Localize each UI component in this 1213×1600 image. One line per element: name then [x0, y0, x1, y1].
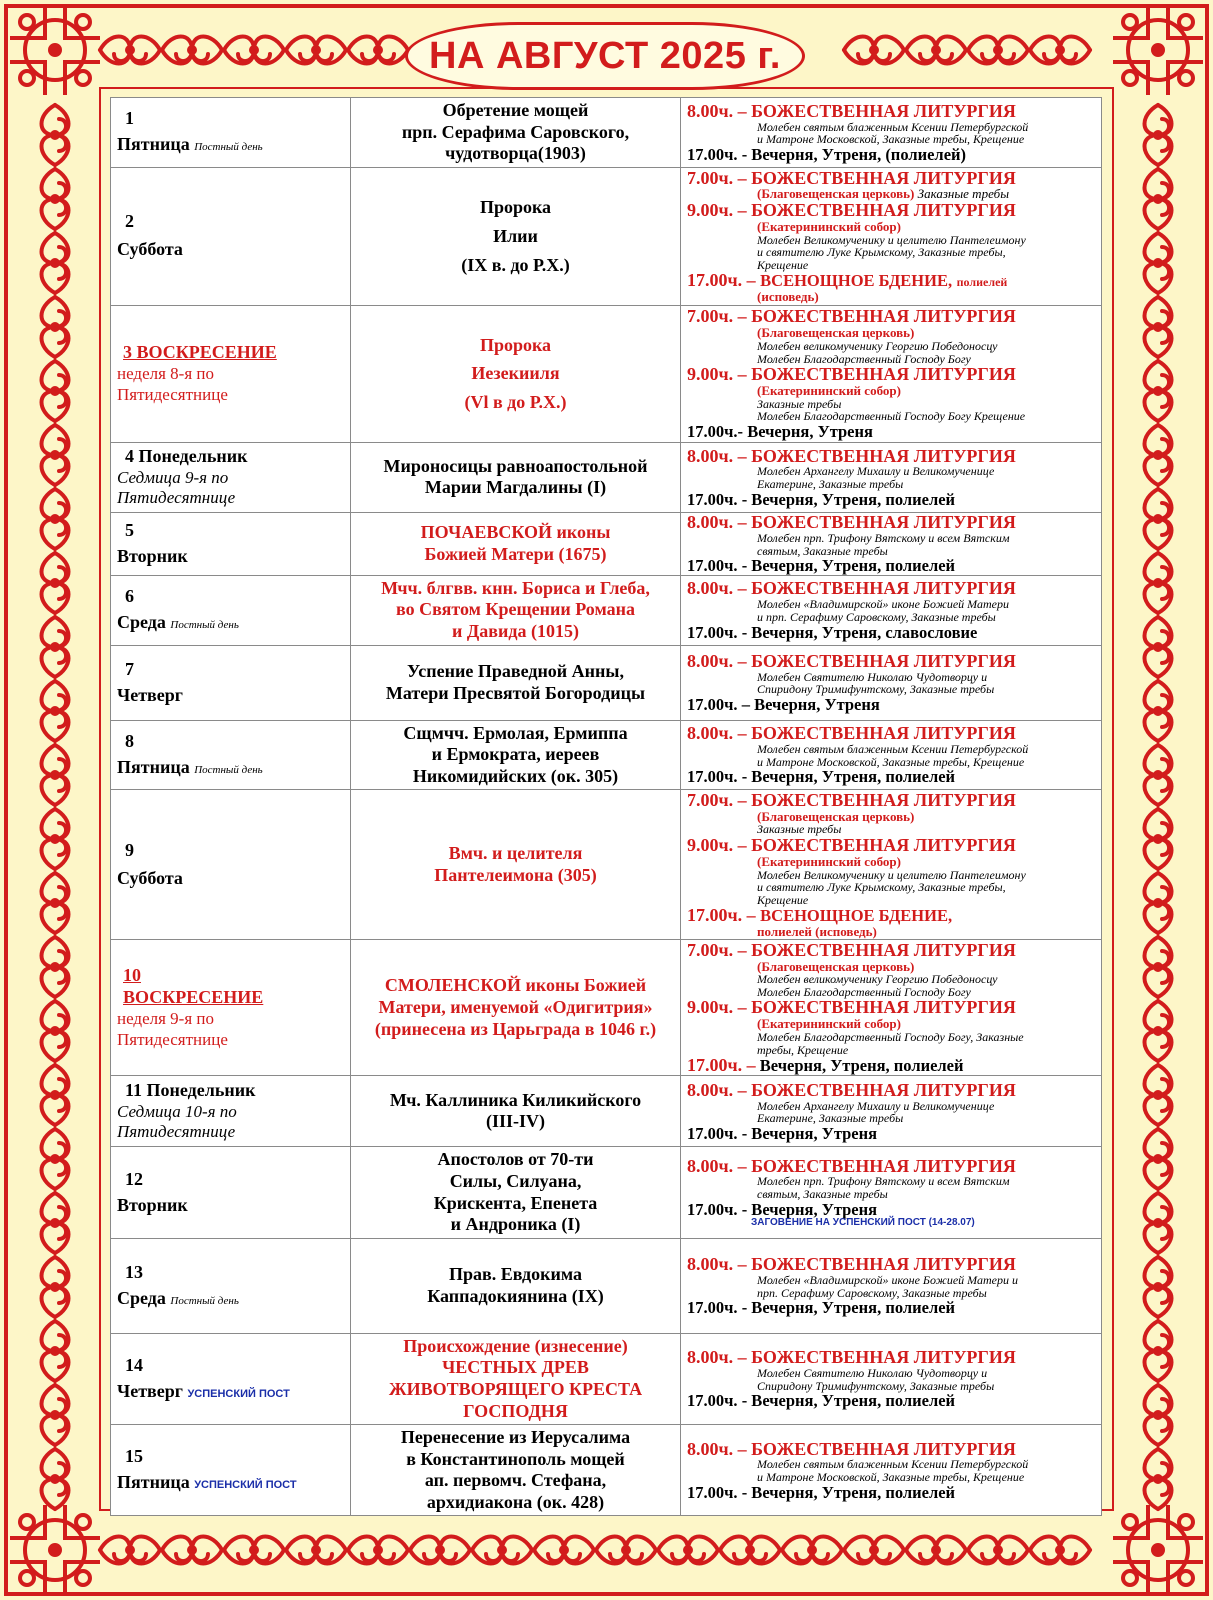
service-line [687, 906, 1097, 925]
service-line [687, 724, 1097, 743]
weekday: Вторник [117, 545, 188, 566]
feast-name: Мч. Каллиника Киликийского (III-IV) [389, 1089, 642, 1132]
moleben-text: Молебен прп. Трифону Вятскому и всем Вятским святым, Заказные требы [757, 1174, 1010, 1202]
weekday-line [117, 612, 350, 634]
day-cell [111, 575, 351, 645]
weekday-line [117, 1195, 350, 1217]
day-heading [117, 1080, 350, 1102]
service-time: 17.00ч. [687, 1391, 738, 1411]
day-cell [111, 512, 351, 575]
weekday: Четверг [117, 1380, 183, 1401]
feast-name: ПОЧАЕВСКОЙ иконы Божией Матери (1675) [420, 522, 611, 564]
table-row [111, 940, 1102, 1076]
schedule-table [110, 97, 1102, 1516]
day-number: 7 [125, 658, 134, 679]
weekday: Пятница [117, 134, 190, 155]
services-cell [681, 167, 1102, 305]
table-row [111, 1425, 1102, 1516]
feast-cell [351, 1425, 681, 1516]
feast-cell [351, 305, 681, 442]
services-cell [681, 645, 1102, 720]
feast-cell [351, 98, 681, 168]
day-number: 3 [123, 342, 132, 363]
church-extra: Заказные требы [917, 186, 1010, 202]
service-title: БОЖЕСТВЕННАЯ ЛИТУРГИЯ [751, 1347, 1016, 1368]
day-cell [111, 720, 351, 790]
weekday: Четверг [117, 684, 183, 705]
services-cell [681, 1425, 1102, 1516]
church-name: полиелей (исповедь) [757, 924, 877, 940]
service-text: Вечерня, Утреня [747, 421, 873, 441]
service-line [687, 491, 1097, 508]
fast-day-note: Постный день [170, 619, 239, 632]
weekday-line [117, 757, 350, 779]
feast-name: Происхождение (изнесение) ЧЕСТНЫХ ДРЕВ ЖИВОТВОРЯЩЕГО КРЕСТА ГОСПОДНЯ [388, 1335, 643, 1421]
service-title: ВСЕНОЩНОЕ БДЕНИЕ, [760, 271, 953, 291]
service-title: ВСЕНОЩНОЕ БДЕНИЕ, [760, 906, 953, 926]
service-text: - Вечерня, Утреня, полиелей [741, 767, 956, 787]
day-number: 10 [123, 965, 141, 986]
fast-period-label: УСПЕНСКИЙ ПОСТ [194, 1479, 297, 1492]
fast-day-note: Постный день [170, 1294, 239, 1307]
services-cell [681, 720, 1102, 790]
moleben-text: Молебен «Владимирской» иконе Божией Матери и прп. Серафиму Саровскому, Заказные требы [757, 597, 1009, 624]
service-text: - Вечерня, Утреня, славословие [741, 622, 978, 642]
service-note: полиелей [956, 275, 1008, 290]
weekday-line [117, 1381, 350, 1403]
service-line [687, 1255, 1097, 1274]
church-line [687, 220, 1097, 234]
service-time: 17.00ч. [687, 694, 738, 714]
service-text: - Вечерня, Утреня [741, 1123, 878, 1143]
weekday: Понедельник [146, 1079, 256, 1100]
weekday: Пятница [117, 1472, 190, 1493]
weekday: Вторник [117, 1194, 188, 1215]
day-cell [111, 1076, 351, 1147]
moleben-text: Молебен великомученику Георгию Победоносцу Молебен Благодарственный Господу Богу [757, 972, 998, 999]
table-row [111, 1147, 1102, 1238]
weekday-line [117, 868, 350, 890]
services-cell [681, 940, 1102, 1076]
service-time: 9.00ч. – [687, 364, 747, 385]
feast-name: Вмч. и целителя Пантелеимона (305) [434, 843, 597, 885]
service-time: 8.00ч. – [687, 512, 747, 533]
fast-eve-note: ЗАГОВЕНИЕ НА УСПЕНСКИЙ ПОСТ (14-28.07) [751, 1216, 975, 1228]
service-line [687, 836, 1097, 855]
service-line [687, 1299, 1097, 1316]
service-line [687, 1125, 1097, 1142]
church-name: (Благовещенская церковь) [757, 958, 915, 974]
service-time: 9.00ч. – [687, 834, 747, 855]
service-time: 17.00ч. [687, 1482, 738, 1502]
service-time: 8.00ч. – [687, 1347, 747, 1368]
weekday: Пятница [117, 756, 190, 777]
week-line: Седмица 10-я по [117, 1101, 237, 1121]
weekday-line [117, 1472, 350, 1494]
feast-name: Прав. Евдокима Каппадокиянина (IX) [427, 1264, 604, 1306]
day-cell [111, 305, 351, 442]
table-row [111, 1333, 1102, 1424]
page-title: НА АВГУСТ 2025 г. [429, 34, 781, 77]
weekday-line [117, 685, 350, 707]
service-line [687, 998, 1097, 1017]
service-line [687, 624, 1097, 641]
service-line [687, 1484, 1097, 1501]
feast-name: Мироносицы равноапостольной Марии Магдалины (I) [383, 455, 648, 498]
service-line [687, 791, 1097, 810]
service-time: 17.00ч. [687, 1199, 738, 1219]
day-number: 14 [125, 1354, 143, 1375]
weekday-line [117, 239, 350, 261]
service-line [687, 941, 1097, 960]
table-row [111, 790, 1102, 940]
moleben-text: Заказные требы [757, 822, 842, 837]
moleben-text: Молебен Святителю Николаю Чудотворцу и Спиридону Тримифунтскому, Заказные требы [757, 1366, 995, 1393]
service-text: - Вечерня, Утреня, полиелей [741, 1298, 956, 1318]
day-number: 13 [125, 1261, 143, 1282]
service-time: 8.00ч. – [687, 100, 747, 121]
day-number: 6 [125, 586, 134, 607]
feast-name: Пророка Илии (IX в. до Р.Х.) [461, 197, 570, 275]
service-text: - Вечерня, Утреня, полиелей [741, 556, 956, 576]
day-cell [111, 167, 351, 305]
moleben-text: Молебен великомученику Георгию Победоносцу Молебен Благодарственный Господу Богу [757, 338, 998, 366]
sunday-label: ВОСКРЕСЕНИЕ [123, 987, 264, 1008]
service-time: 7.00ч. – [687, 167, 747, 188]
sunday-label: ВОСКРЕСЕНИЕ [136, 342, 277, 363]
service-line [687, 1157, 1097, 1176]
church-line [687, 326, 1097, 340]
church-line [687, 187, 1097, 201]
services-cell [681, 512, 1102, 575]
day-number: 11 [125, 1079, 143, 1100]
table-row [111, 1238, 1102, 1333]
service-line [687, 271, 1097, 290]
day-number: 9 [125, 839, 134, 860]
services-cell [681, 1238, 1102, 1333]
feast-name: Успение Праведной Анны, Матери Пресвятой Богородицы [385, 660, 646, 703]
church-line [687, 925, 1097, 939]
feast-name: СМОЛЕНСКОЙ иконы Божией Матери, именуемой «Одигитрия» (принесена из Царьграда в 1046 г.) [374, 975, 657, 1039]
table-row [111, 442, 1102, 512]
moleben-text: Молебен «Владимирской» иконе Божией Матери и прп. Серафиму Саровскому, Заказные требы [757, 1272, 1018, 1300]
service-line [687, 423, 1097, 440]
service-time: 8.00ч. – [687, 1438, 747, 1459]
service-time: 9.00ч. – [687, 200, 747, 221]
service-line [687, 1081, 1097, 1100]
service-title: БОЖЕСТВЕННАЯ ЛИТУРГИЯ [751, 723, 1016, 744]
weekday: Понедельник [138, 445, 248, 466]
table-row [111, 305, 1102, 442]
service-time: 17.00ч. [687, 622, 738, 642]
service-text: – Вечерня, Утреня [741, 694, 880, 714]
services-cell [681, 305, 1102, 442]
church-name: (Благовещенская церковь) [757, 808, 915, 824]
moleben-text: Молебен Великомученику и целителю Пантелеимону и святителю Луке Крымскому, Заказные требы, Крещение [757, 867, 1026, 907]
day-cell [111, 1333, 351, 1424]
service-line [687, 652, 1097, 671]
service-title: БОЖЕСТВЕННАЯ ЛИТУРГИЯ [751, 1079, 1016, 1100]
day-number: 8 [125, 731, 134, 751]
service-line [687, 1440, 1097, 1459]
service-time: 8.00ч. – [687, 1079, 747, 1100]
day-cell [111, 1147, 351, 1238]
day-cell [111, 790, 351, 940]
service-line [687, 169, 1097, 188]
service-time: 17.00ч.- [687, 421, 744, 441]
weekday-line [117, 546, 350, 568]
church-name: (Благовещенская церковь) [757, 325, 915, 341]
church-line [687, 855, 1097, 869]
service-line [687, 696, 1097, 713]
service-title: БОЖЕСТВЕННАЯ ЛИТУРГИЯ [751, 939, 1016, 960]
service-line [687, 447, 1097, 466]
service-line [687, 307, 1097, 326]
day-number: 5 [125, 519, 134, 540]
moleben-text: Молебен Святителю Николаю Чудотворцу и Спиридону Тримифунтскому, Заказные требы [757, 669, 995, 697]
services-cell [681, 1333, 1102, 1424]
day-number: 1 [125, 108, 134, 129]
service-text: - Вечерня, Утреня, полиелей [741, 489, 956, 509]
feast-cell [351, 940, 681, 1076]
week-line: Пятидесятнице [117, 384, 228, 404]
weekday-line [117, 1288, 350, 1310]
service-title: БОЖЕСТВЕННАЯ ЛИТУРГИЯ [751, 200, 1016, 221]
service-line [687, 365, 1097, 384]
feast-cell [351, 442, 681, 512]
table-row [111, 575, 1102, 645]
service-time: 8.00ч. – [687, 650, 747, 671]
moleben-text: Молебен святым блаженным Ксении Петербургской и Матроне Московской, Заказные требы, Крещение [757, 1457, 1029, 1485]
service-title: БОЖЕСТВЕННАЯ ЛИТУРГИЯ [751, 512, 1016, 533]
service-line [687, 1348, 1097, 1367]
moleben-text: Молебен святым блаженным Ксении Петербургской и Матроне Московской, Заказные требы, Крещение [757, 742, 1029, 769]
service-time: 17.00ч. [687, 489, 738, 509]
service-title: БОЖЕСТВЕННАЯ ЛИТУРГИЯ [751, 167, 1016, 188]
service-line [687, 1201, 1097, 1218]
service-time: 8.00ч. – [687, 723, 747, 744]
service-time: 8.00ч. – [687, 445, 747, 466]
service-line [687, 102, 1097, 121]
church-name: (Екатерининский собор) [757, 383, 901, 399]
day-number: 15 [125, 1446, 143, 1467]
services-cell [681, 1076, 1102, 1147]
moleben-text: Молебен Благодарственный Господу Богу, Заказные требы, Крещение [757, 1029, 1024, 1057]
service-time: 17.00ч. – [687, 1055, 756, 1076]
feast-cell [351, 1238, 681, 1333]
service-time: 17.00ч. [687, 144, 738, 164]
day-heading [117, 446, 350, 468]
service-title: БОЖЕСТВЕННАЯ ЛИТУРГИЯ [751, 1438, 1016, 1459]
day-number: 2 [125, 211, 134, 232]
service-title: БОЖЕСТВЕННАЯ ЛИТУРГИЯ [751, 306, 1016, 327]
weekday: Суббота [117, 867, 183, 888]
table-row [111, 167, 1102, 305]
service-time: 7.00ч. – [687, 939, 747, 960]
service-title: БОЖЕСТВЕННАЯ ЛИТУРГИЯ [751, 834, 1016, 855]
feast-name: Мчч. блгвв. кнн. Бориса и Глеба, во Святом Крещении Романа и Давида (1015) [381, 577, 650, 641]
service-text: - Вечерня, Утреня, (полиелей) [741, 144, 967, 164]
weekday: Среда [117, 1287, 166, 1308]
services-cell [681, 790, 1102, 940]
service-line [687, 513, 1097, 532]
feast-cell [351, 1147, 681, 1238]
service-title: БОЖЕСТВЕННАЯ ЛИТУРГИЯ [751, 445, 1016, 466]
table-row [111, 98, 1102, 168]
service-time: 9.00ч. – [687, 997, 747, 1018]
sunday-heading [117, 965, 350, 1009]
church-line [687, 960, 1097, 974]
service-time: 17.00ч. – [687, 270, 756, 291]
service-line [687, 557, 1097, 574]
service-time: 8.00ч. – [687, 1254, 747, 1275]
services-cell [681, 1147, 1102, 1238]
service-time: 7.00ч. – [687, 306, 747, 327]
service-time: 7.00ч. – [687, 789, 747, 810]
service-line [687, 146, 1097, 163]
service-time: 8.00ч. – [687, 578, 747, 599]
table-row [111, 720, 1102, 790]
moleben-text: Молебен Архангелу Михаилу и Великомученице Екатерине, Заказные требы [757, 1098, 995, 1126]
feast-name: Пророка Иезекииля (Vl в до Р.Х.) [464, 334, 567, 413]
feast-cell [351, 790, 681, 940]
church-name: (Благовещенская церковь) [757, 186, 915, 202]
weekday: Среда [117, 612, 166, 633]
service-time: 17.00ч. [687, 1123, 738, 1143]
service-line [687, 201, 1097, 220]
day-cell [111, 1238, 351, 1333]
week-line: Седмица 9-я по [117, 467, 229, 487]
weekday: Суббота [117, 239, 183, 260]
service-title: БОЖЕСТВЕННАЯ ЛИТУРГИЯ [751, 578, 1016, 599]
day-number: 12 [125, 1168, 143, 1189]
service-title: БОЖЕСТВЕННАЯ ЛИТУРГИЯ [751, 650, 1016, 671]
service-line [687, 1392, 1097, 1409]
service-line [687, 1056, 1097, 1075]
moleben-text: Молебен Архангелу Михаилу и Великомученице Екатерине, Заказные требы [757, 464, 995, 492]
week-line: Пятидесятнице [117, 1029, 228, 1049]
church-name: (Екатерининский собор) [757, 1016, 901, 1032]
service-title: БОЖЕСТВЕННАЯ ЛИТУРГИЯ [751, 364, 1016, 385]
service-cont: (исповедь) [757, 289, 819, 305]
feast-cell [351, 645, 681, 720]
church-line [687, 810, 1097, 824]
church-line [687, 1017, 1097, 1031]
feast-cell [351, 575, 681, 645]
feast-cell [351, 512, 681, 575]
service-time: 17.00ч. – [687, 905, 756, 926]
fast-day-note: Постный день [194, 763, 263, 776]
day-cell [111, 1425, 351, 1516]
sunday-heading [117, 342, 350, 364]
church-name: (Екатерининский собор) [757, 219, 901, 235]
service-text: - Вечерня, Утреня, полиелей [741, 1391, 956, 1411]
feast-cell [351, 167, 681, 305]
moleben-text: Заказные требы Молебен Благодарственный Господу Богу Крещение [757, 396, 1026, 424]
church-name: (Екатерининский собор) [757, 853, 901, 869]
feast-cell [351, 1076, 681, 1147]
week-line: неделя 9-я по [117, 1009, 214, 1029]
service-time: 8.00ч. – [687, 1155, 747, 1176]
service-text: - Вечерня, Утреня, полиелей [741, 1482, 956, 1502]
feast-cell [351, 720, 681, 790]
service-text: Вечерня, Утреня, полиелей [759, 1056, 964, 1076]
moleben-text: Молебен Великомученику и целителю Пантелеимону и святителю Луке Крымскому, Заказные требы, Крещение [757, 232, 1026, 272]
service-time: 17.00ч. [687, 1298, 738, 1318]
moleben-text: Молебен прп. Трифону Вятскому и всем Вятским святым, Заказные требы [757, 530, 1010, 558]
day-cell [111, 442, 351, 512]
table-row [111, 1076, 1102, 1147]
service-title: БОЖЕСТВЕННАЯ ЛИТУРГИЯ [751, 100, 1016, 121]
service-title: БОЖЕСТВЕННАЯ ЛИТУРГИЯ [751, 789, 1016, 810]
feast-name: Обретение мощей прп. Серафима Саровского, чудотворца(1903) [401, 100, 630, 164]
table-row [111, 645, 1102, 720]
service-time: 17.00ч. [687, 767, 738, 787]
fast-period-label: УСПЕНСКИЙ ПОСТ [187, 1387, 290, 1400]
moleben-text: Молебен святым блаженным Ксении Петербургской и Матроне Московской, Заказные требы, Крещение [757, 119, 1029, 147]
day-cell [111, 98, 351, 168]
service-title: БОЖЕСТВЕННАЯ ЛИТУРГИЯ [751, 1155, 1016, 1176]
feast-name: Перенесение из Иерусалима в Константинополь мощей ап. первомч. Стефана, архидиакона (ок. 428) [400, 1427, 631, 1512]
services-cell [681, 442, 1102, 512]
service-line [687, 579, 1097, 598]
week-line: Пятидесятнице [117, 1122, 236, 1142]
service-text: - Вечерня, Утреня [741, 1199, 878, 1219]
church-line [687, 384, 1097, 398]
title-banner [405, 22, 805, 90]
feast-name: Сщмчч. Ермолая, Ермиппа и Ермократа, иереев Никомидийских (ок. 305) [403, 722, 628, 786]
table-row [111, 512, 1102, 575]
service-line [687, 768, 1097, 785]
week-line: Пятидесятнице [117, 488, 236, 508]
day-cell [111, 645, 351, 720]
services-cell [681, 98, 1102, 168]
feast-cell [351, 1333, 681, 1424]
service-title: БОЖЕСТВЕННАЯ ЛИТУРГИЯ [751, 997, 1016, 1018]
service-title: БОЖЕСТВЕННАЯ ЛИТУРГИЯ [751, 1254, 1016, 1275]
services-cell [681, 575, 1102, 645]
feast-name: Апостолов от 70-ти Силы, Силуана, Крискента, Епенета и Андроника (I) [433, 1149, 598, 1235]
fast-day-note: Постный день [194, 141, 263, 154]
weekday-line [117, 134, 350, 156]
week-line: неделя 8-я по [117, 364, 214, 384]
service-time: 17.00ч. [687, 556, 738, 576]
day-cell [111, 940, 351, 1076]
day-number: 4 [125, 445, 134, 466]
